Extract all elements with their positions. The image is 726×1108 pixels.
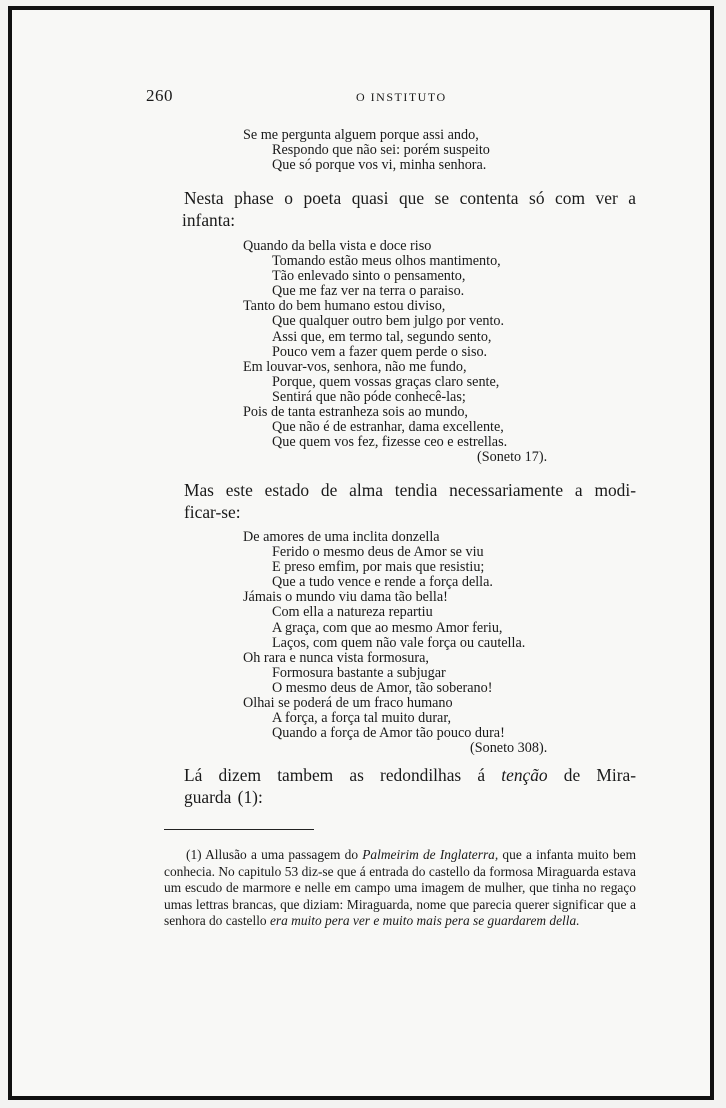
paragraph-line: Nesta phase o poeta quasi que se contenta só com ver a bbox=[184, 188, 636, 208]
sonnet-source: (Soneto 308). bbox=[470, 740, 548, 757]
verse-line: Sentirá que não póde conhecê-las; bbox=[272, 388, 466, 405]
verse-line: Oh rara e nunca vista formosura, bbox=[243, 649, 429, 666]
verse-line: Que me faz ver na terra o paraiso. bbox=[272, 283, 465, 300]
verse-line: Que não é de estranhar, dama excellente, bbox=[272, 419, 504, 436]
verse-line: Pois de tanta estranheza sois ao mundo, bbox=[243, 404, 468, 421]
paragraph-1 bbox=[184, 187, 636, 231]
verse-line: Tão enlevado sinto o pensamento, bbox=[272, 268, 466, 285]
verse-line: Ferido o mesmo deus de Amor se viu bbox=[272, 544, 484, 561]
verse-line: Em louvar-vos, senhora, não me fundo, bbox=[243, 358, 467, 375]
verse-line: O mesmo deus de Amor, tão soberano! bbox=[272, 679, 493, 696]
italic-term: tenção bbox=[501, 765, 548, 785]
sonnet-308 bbox=[243, 530, 547, 756]
verse-line: Que qualquer outro bem julgo por vento. bbox=[272, 313, 505, 330]
verse-line: Formosura bastante a subjugar bbox=[272, 664, 446, 681]
verse-line: Pouco vem a fazer quem perde o siso. bbox=[272, 343, 488, 360]
paragraph-line: guarda (1): bbox=[184, 787, 263, 807]
verse-line: Que quem vos fez, fizesse ceo e estrellas. bbox=[272, 434, 508, 451]
verse-line: Que a tudo vence e rende a força della. bbox=[272, 574, 493, 591]
paragraph-line bbox=[184, 764, 636, 786]
verse-line: A graça, com que ao mesmo Amor feriu, bbox=[272, 619, 503, 636]
footnote bbox=[164, 847, 636, 930]
verse-line: Laços, com quem não vale força ou cautella. bbox=[272, 634, 526, 651]
verse-line: A força, a força tal muito durar, bbox=[272, 710, 452, 727]
footnote-quote: era muito pera ver e muito mais pera se guardarem della. bbox=[269, 913, 580, 929]
paragraph-3 bbox=[184, 764, 636, 808]
verse-line: Tanto do bem humano estou diviso, bbox=[243, 298, 446, 315]
running-title: O INSTITUTO bbox=[356, 90, 447, 104]
paragraph-2 bbox=[184, 479, 636, 523]
verse-line: Se me pergunta alguem porque assi ando, bbox=[243, 127, 479, 143]
footnote-rule bbox=[164, 829, 314, 830]
verse-line: Assi que, em termo tal, segundo sento, bbox=[272, 328, 492, 345]
verse-line: Respondo que não sei: porém suspeito bbox=[272, 142, 490, 159]
footnote-text: que a infanta muito bem conhecia. No capitulo 53 diz-se que á entrada do castello da formosa Miraguarda estava um escudo de marmore e nelle em campo uma imagem de mulher, que tinha no regaço umas lettras brancas, que diziam: Miraguarda, nome que parecia querer significar que a senhora do castello bbox=[164, 847, 637, 929]
paragraph-text: Lá dizem tambem as redondilhas á bbox=[184, 765, 502, 785]
verse-line: Olhai se poderá de um fraco humano bbox=[243, 695, 453, 712]
verse-line: Porque, quem vossas graças claro sente, bbox=[272, 373, 500, 390]
verse-line: De amores de uma inclita donzella bbox=[243, 529, 440, 545]
footnote-title: Palmeirim de Inglaterra, bbox=[362, 847, 499, 862]
footnote-text: Allusão a uma passagem do bbox=[201, 847, 363, 862]
verse-line: Que só porque vos vi, minha senhora. bbox=[272, 157, 487, 174]
verse-line: Jámais o mundo viu dama tão bella! bbox=[243, 589, 448, 606]
verse-line: Com ella a natureza repartiu bbox=[272, 604, 433, 621]
verse-line: Tomando estão meus olhos mantimento, bbox=[272, 253, 501, 270]
sonnet-17 bbox=[243, 239, 547, 465]
paragraph-line: Mas este estado de alma tendia necessariamente a modi- bbox=[184, 480, 636, 500]
verse-line: E preso emfim, por mais que resistiu; bbox=[272, 559, 485, 576]
paragraph-line: infanta: bbox=[182, 210, 236, 230]
verse-line: Quando da bella vista e doce riso bbox=[243, 238, 432, 254]
verse-stanza-top bbox=[243, 128, 490, 173]
verse-line: Quando a força de Amor tão pouco dura! bbox=[272, 725, 505, 742]
paragraph-line: ficar-se: bbox=[184, 502, 241, 522]
page-number: 260 bbox=[146, 86, 173, 105]
footnote-marker: (1) bbox=[186, 847, 202, 862]
sonnet-source: (Soneto 17). bbox=[477, 449, 548, 466]
paragraph-text: de Mira- bbox=[547, 765, 636, 785]
